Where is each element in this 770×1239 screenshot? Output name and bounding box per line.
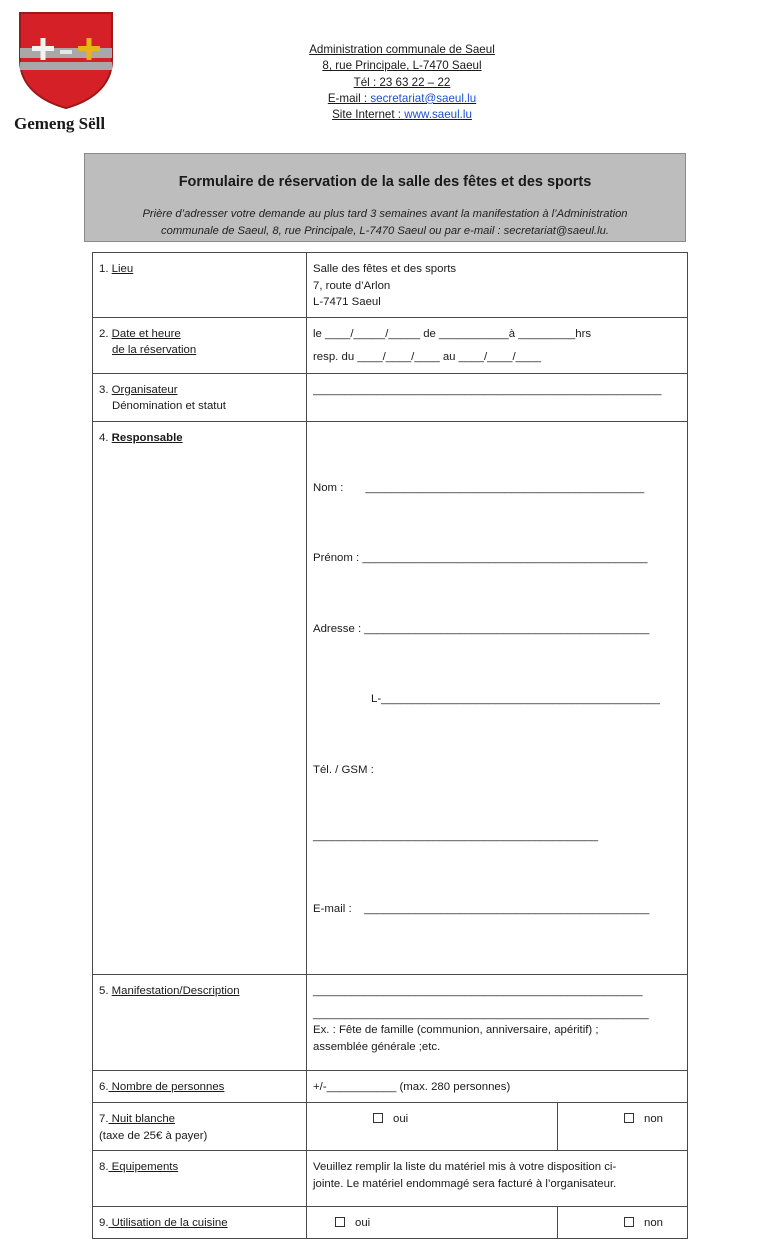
venue-name: Salle des fêtes et des sports (313, 263, 457, 275)
label-subtext: (taxe de 25€ à payer) (99, 1129, 208, 1142)
label-organisateur (93, 373, 307, 421)
label-text: Lieu (111, 263, 134, 275)
row-number: 6. (99, 1081, 109, 1093)
row-number: 5. (99, 985, 112, 997)
nom-field[interactable]: Nom : ____________________________________________ (313, 481, 645, 494)
row-number: 4. (99, 431, 112, 444)
label-responsable (93, 421, 307, 975)
value-manifestation (307, 975, 688, 1071)
option-cuisine-non[interactable] (558, 1207, 688, 1239)
row-date (93, 317, 688, 373)
tel-label: Tél. / GSM : (313, 763, 374, 776)
label-personnes (93, 1071, 307, 1103)
label-lieu (93, 253, 307, 318)
admin-website (230, 107, 574, 123)
commune-crest-logo (16, 10, 116, 110)
row-number: 3. (99, 383, 112, 396)
date-time-field[interactable]: le ____/_____/_____ de ___________à _________hrs (313, 327, 592, 340)
admin-street: 8, rue Principale, L-7470 Saeul (322, 59, 482, 73)
adresse-field[interactable]: Adresse : _____________________________________________ (313, 622, 650, 635)
label-text: Nombre de personnes (108, 1081, 225, 1093)
website-link[interactable]: www.saeul.lu (404, 108, 472, 122)
site-label: Site Internet : (332, 108, 405, 122)
option-label: oui (355, 1217, 371, 1229)
organisateur-field[interactable]: _______________________________________________________ (313, 383, 662, 396)
label-date (93, 317, 307, 373)
admin-phone: Tél : 23 63 22 – 22 (353, 75, 451, 89)
checkbox-icon[interactable] (373, 1113, 383, 1123)
checkbox-icon[interactable] (624, 1217, 634, 1227)
checkbox-icon[interactable] (335, 1217, 345, 1227)
value-personnes (307, 1071, 688, 1103)
label-text: Manifestation/Description (111, 985, 240, 997)
prenom-field[interactable]: Prénom : _____________________________________________ (313, 552, 648, 564)
label-text: Equipements (108, 1161, 179, 1173)
option-label: oui (393, 1113, 409, 1125)
checkbox-icon[interactable] (624, 1113, 634, 1123)
commune-name: Gemeng Sëll (14, 114, 106, 133)
form-instructions (97, 206, 673, 240)
label-subtext: de la réservation (112, 344, 197, 356)
email-field[interactable]: E-mail : _____________________________________________ (313, 902, 650, 915)
row-number: 9. (99, 1217, 109, 1229)
label-nuit-blanche (93, 1103, 307, 1151)
row-number: 1. (99, 263, 112, 275)
value-equipements (307, 1151, 688, 1207)
option-nuit-non[interactable] (558, 1103, 688, 1151)
row-number: 7. (99, 1113, 109, 1125)
postal-code-field[interactable]: L-____________________________________________ (371, 693, 660, 705)
reservation-form-table (92, 252, 688, 1239)
option-label: non (644, 1217, 664, 1229)
date-range-field[interactable]: resp. du ____/____/____ au ____/____/____ (313, 351, 542, 363)
label-text: Utilisation de la cuisine (108, 1217, 228, 1229)
admin-name: Administration communale de Saeul (309, 43, 495, 56)
venue-street: 7, route d’Arlon (313, 279, 391, 292)
row-responsable (93, 421, 688, 975)
description-line-2[interactable]: _____________________________________________________ (313, 1007, 649, 1020)
row-cuisine (93, 1207, 688, 1239)
instruction-line-1: Prière d’adresser votre demande au plus tard 3 semaines avant la manifestation à l’Administration (142, 208, 628, 220)
value-organisateur (307, 373, 688, 421)
instruction-line-2: communale de Saeul, 8, rue Principale, L-7470 Saeul ou par e-mail : secretariat@saeul.lu. (161, 225, 609, 237)
email-link[interactable]: secretariat@saeul.lu (370, 91, 477, 105)
row-manifestation (93, 975, 688, 1071)
row-lieu (93, 253, 688, 318)
venue-city: L-7471 Saeul (313, 296, 381, 308)
description-example: Ex. : Fête de famille (communion, anniversaire, apéritif) ; (313, 1024, 599, 1036)
option-cuisine-oui[interactable] (307, 1207, 558, 1239)
value-responsable (307, 421, 688, 975)
label-subtext: Dénomination et statut (112, 400, 226, 412)
label-text: Responsable (111, 431, 183, 444)
equipements-note: Veuillez remplir la liste du matériel mis à votre disposition ci- (313, 1161, 617, 1173)
label-manifestation (93, 975, 307, 1071)
admin-email (230, 91, 574, 107)
row-number: 8. (99, 1161, 109, 1173)
label-text: Date et heure (111, 327, 181, 340)
label-text: Nuit blanche (108, 1113, 175, 1125)
row-equipements (93, 1151, 688, 1207)
label-text: Organisateur (111, 383, 178, 396)
personnes-field[interactable]: +/-___________ (max. 280 personnes) (313, 1081, 511, 1093)
option-nuit-oui[interactable] (307, 1103, 558, 1151)
description-line-1[interactable]: ____________________________________________________ (313, 985, 643, 997)
description-example-cont: assemblée générale ;etc. (313, 1040, 441, 1053)
row-nuit-blanche (93, 1103, 688, 1151)
administration-address (230, 42, 574, 123)
value-date (307, 317, 688, 373)
label-equipements (93, 1151, 307, 1207)
form-title-box (84, 153, 686, 242)
form-title: Formulaire de réservation de la salle des fêtes et des sports (178, 174, 592, 190)
row-organisateur (93, 373, 688, 421)
value-lieu (307, 253, 688, 318)
row-personnes (93, 1071, 688, 1103)
equipements-note-cont: jointe. Le matériel endommagé sera facturé à l’organisateur. (313, 1177, 617, 1190)
tel-field[interactable]: _____________________________________________ (313, 830, 599, 842)
email-label: E-mail : (327, 91, 371, 105)
option-label: non (644, 1113, 664, 1125)
label-cuisine (93, 1207, 307, 1239)
row-number: 2. (99, 327, 112, 340)
